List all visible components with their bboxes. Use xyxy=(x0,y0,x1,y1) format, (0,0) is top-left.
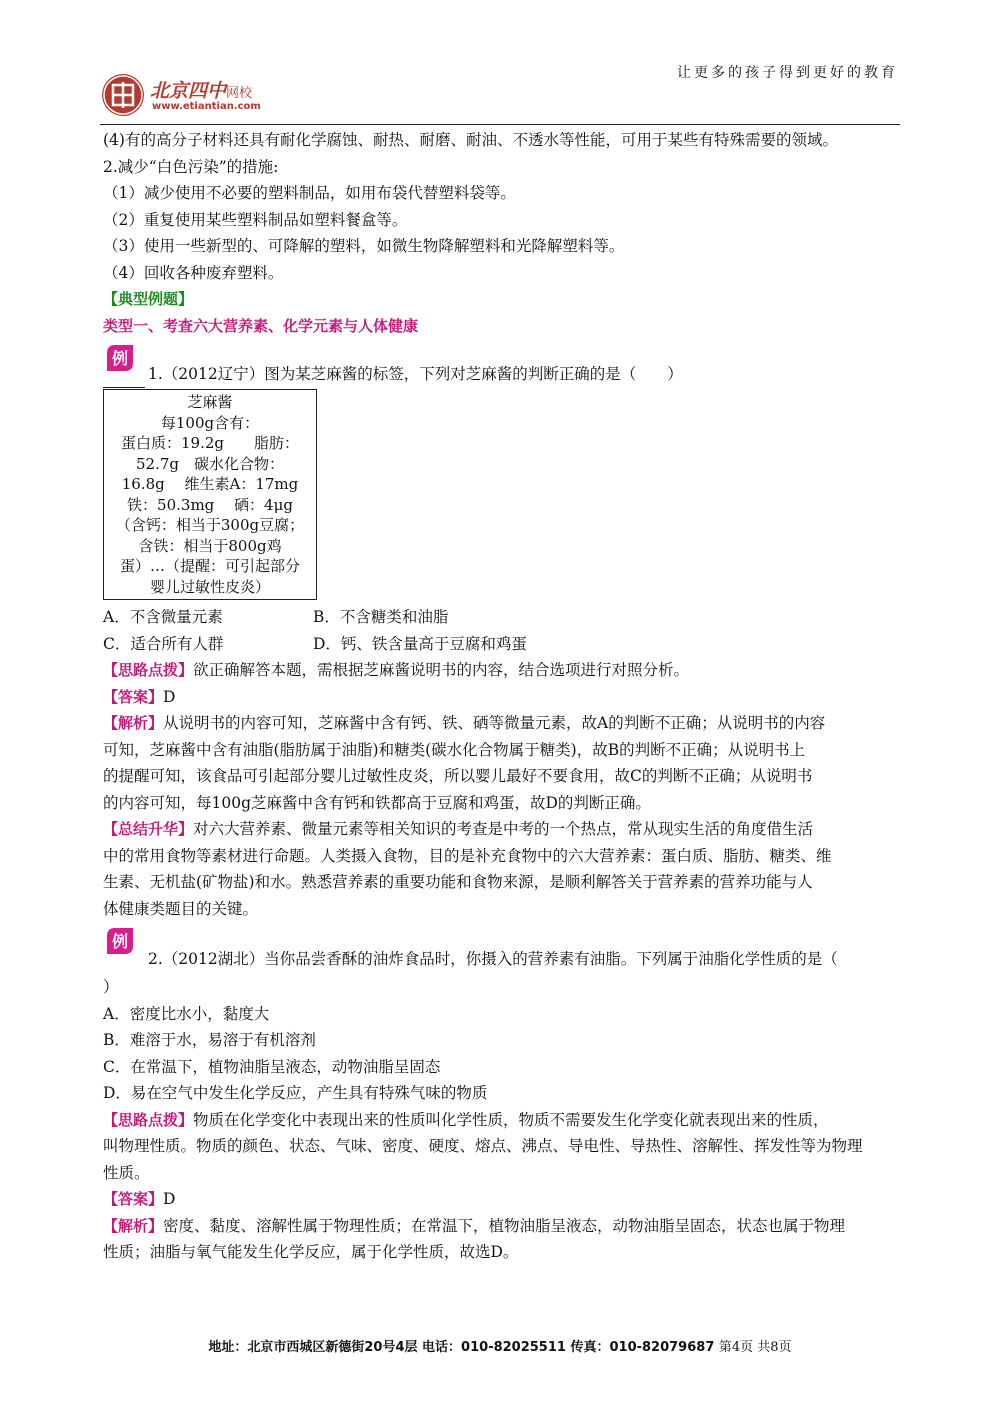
question-1-stem: 1.（2012辽宁）图为某芝麻酱的标签，下列对芝麻酱的判断正确的是（ ） xyxy=(148,365,683,383)
hint-text: 物质在化学变化中表现出来的性质叫化学性质，物质不需要发生化学变化就表现出来的性质， xyxy=(193,1110,829,1129)
summary-line: 生素、无机盐(矿物盐)和水。熟悉营养素的重要功能和食物来源，是顺利解答关于营养素的营养功能与人 xyxy=(103,873,813,891)
page-content xyxy=(103,127,900,1266)
label-line: 每100g含有： xyxy=(160,413,260,432)
intro-line: （2）重复使用某些塑料制品如塑料餐盒等。 xyxy=(103,210,408,229)
option-c: C．在常温下，植物油脂呈液态，动物油脂呈固态 xyxy=(103,1057,441,1076)
option-a: A．密度比水小，黏度大 xyxy=(103,1004,270,1023)
hint-line: 性质。 xyxy=(103,1163,150,1182)
summary-tag: 【总结升华】 xyxy=(103,820,194,838)
label-line: 16.8g 维生素A：17mg xyxy=(121,475,299,493)
school-logo xyxy=(102,74,302,120)
label-line: 蛋白质：19.2g 脂肪： xyxy=(120,434,299,452)
intro-line: 2.减少“白色污染”的措施: xyxy=(103,157,279,176)
option-d: D．钙、铁含量高于豆腐和鸡蛋 xyxy=(313,634,527,653)
label-line: 婴儿过敏性皮炎） xyxy=(149,577,270,596)
summary-line: 体健康类题目的关键。 xyxy=(103,899,259,918)
hint-tag: 【思路点拨】 xyxy=(103,661,194,679)
example-underline xyxy=(103,387,145,388)
intro-line: （1）减少使用不必要的塑料制品，如用布袋代替塑料袋等。 xyxy=(103,184,516,202)
analysis-line: 性质；油脂与氧气能发生化学反应，属于化学性质，故选D。 xyxy=(103,1243,519,1261)
label-line: 52.7g 碳水化合物： xyxy=(135,454,284,473)
footer-address: 地址：北京市西城区新德街20号4层 电话：010-82025511 传真：010-82079687 xyxy=(208,1340,715,1355)
label-line: 铁：50.3mg 硒：4μg xyxy=(127,495,293,514)
summary-line xyxy=(103,816,900,843)
answer-value: D xyxy=(163,687,176,706)
hint-line xyxy=(103,657,900,684)
svg-text:例: 例 xyxy=(111,932,129,951)
section-heading: 【典型例题】 xyxy=(103,290,194,308)
analysis-line xyxy=(103,1213,900,1240)
question-2-stem-cont: ） xyxy=(103,978,119,996)
example-1-header xyxy=(103,339,900,389)
label-line: 含铁：相当于800g鸡 xyxy=(138,536,282,555)
options-row xyxy=(103,604,900,631)
analysis-line: 可知，芝麻酱中含有油脂(脂肪属于油脂)和糖类(碳水化合物属于糖类)，故B的判断不正确；从说明书上 xyxy=(103,740,806,759)
hint-line xyxy=(103,1107,900,1134)
example-badge-icon xyxy=(103,924,137,958)
option-b: B．难溶于水，易溶于有机溶剂 xyxy=(103,1031,316,1049)
option-b: B．不含糖类和油脂 xyxy=(313,608,449,626)
options-row xyxy=(103,631,900,658)
answer-line xyxy=(103,1186,900,1213)
analysis-line xyxy=(103,710,900,737)
answer-value: D xyxy=(163,1190,176,1208)
option-d: D．易在空气中发生化学反应，产生具有特殊气味的物质 xyxy=(103,1084,488,1102)
type-heading: 类型一、考查六大营养素、化学元素与人体健康 xyxy=(103,316,419,335)
logo-url: www.etiantian.com xyxy=(152,101,261,112)
example-2-header xyxy=(103,922,900,974)
summary-line: 中的常用食物等素材进行命题。人类摄入食物，目的是补充食物中的六大营养素：蛋白质、脂肪、糖类、维 xyxy=(103,846,832,865)
example-badge-icon xyxy=(103,341,137,375)
answer-line xyxy=(103,684,900,711)
analysis-tag: 【解析】 xyxy=(103,1216,164,1235)
intro-line: （4）回收各种废弃塑料。 xyxy=(103,263,284,282)
option-c: C．适合所有人群 xyxy=(103,634,224,653)
analysis-line: 的内容可知，每100g芝麻酱中含有钙和铁都高于豆腐和鸡蛋，故D的判断正确。 xyxy=(103,793,651,812)
page-footer xyxy=(0,1336,1000,1355)
answer-tag: 【答案】 xyxy=(103,687,164,706)
option-a: A．不含微量元素 xyxy=(103,608,223,626)
page-header xyxy=(100,58,900,126)
header-slogan: 让更多的孩子得到更好的教育 xyxy=(677,65,898,81)
hint-text: 欲正确解答本题，需根据芝麻酱说明书的内容，结合选项进行对照分析。 xyxy=(193,661,690,679)
logo-name: 北京四中网校 xyxy=(150,80,253,102)
label-line: 芝麻酱 xyxy=(187,393,233,411)
intro-line: (4)有的高分子材料还具有耐化学腐蚀、耐热、耐磨、耐油、不透水等性能，可用于某些有特殊需要的领域。 xyxy=(103,131,838,149)
logo-emblem-icon xyxy=(102,74,144,116)
svg-text:例: 例 xyxy=(111,349,129,368)
label-line: 蛋）…（提醒：可引起部分 xyxy=(119,557,300,575)
sesame-label-box xyxy=(103,389,317,600)
analysis-text: 密度、黏度、溶解性属于物理性质；在常温下，植物油脂呈液态，动物油脂呈固态，状态也属于物理 xyxy=(163,1216,846,1235)
label-line: （含钙：相当于300g豆腐； xyxy=(115,516,305,534)
question-2-stem: 2.（2012湖北）当你品尝香酥的油炸食品时，你摄入的营养素有油脂。下列属于油脂化学性质的是（ xyxy=(148,950,838,968)
summary-text: 对六大营养素、微量元素等相关知识的考查是中考的一个热点，常从现实生活的角度借生活 xyxy=(193,820,814,838)
analysis-line: 的提醒可知，该食品可引起部分婴儿过敏性皮炎，所以婴儿最好不要食用，故C的判断不正确；从说明书 xyxy=(103,767,813,785)
hint-line: 叫物理性质。物质的颜色、状态、气味、密度、硬度、熔点、沸点、导电性、导热性、溶解性、挥发性等为物理 xyxy=(103,1137,863,1155)
header-divider xyxy=(100,124,900,125)
analysis-text: 从说明书的内容可知，芝麻酱中含有钙、铁、硒等微量元素，故A的判断不正确；从说明书的内容 xyxy=(163,714,826,732)
answer-tag: 【答案】 xyxy=(103,1190,164,1208)
hint-tag: 【思路点拨】 xyxy=(103,1110,194,1129)
intro-line: （3）使用一些新型的、可降解的塑料，如微生物降解塑料和光降解塑料等。 xyxy=(103,237,625,255)
page-number: 第4页 共8页 xyxy=(718,1340,792,1355)
analysis-tag: 【解析】 xyxy=(103,714,164,732)
